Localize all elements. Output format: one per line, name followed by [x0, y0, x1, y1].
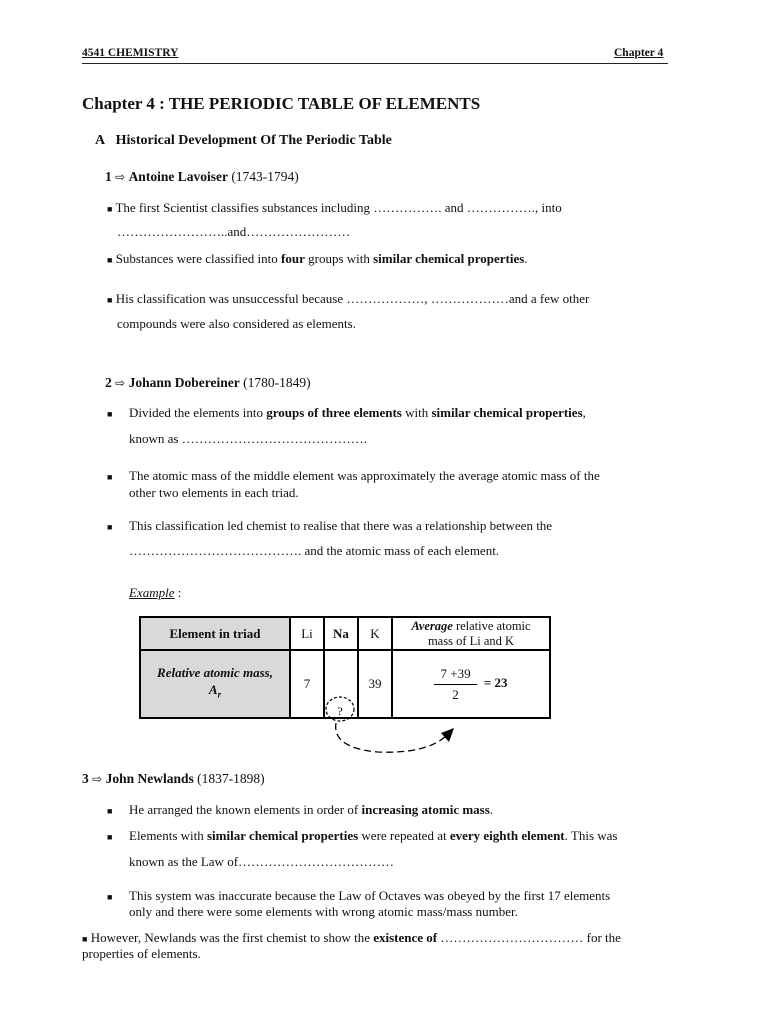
bullet-text: groups with: [304, 251, 374, 266]
unknown-mass-symbol: ?: [337, 704, 343, 718]
bullet-text: were repeated at: [358, 828, 450, 843]
bold-term: similar chemical properties: [207, 828, 359, 843]
square-bullet-icon: ■: [107, 409, 113, 419]
square-bullet-icon: ■: [107, 522, 113, 532]
scientist-heading-2: [105, 375, 311, 391]
table-cell: 39: [358, 650, 392, 718]
dashed-curve: [336, 723, 446, 752]
bullet-item: [107, 291, 589, 308]
square-bullet-icon: ■: [82, 934, 88, 944]
bullet-continuation: ……………………..and……………………: [117, 224, 351, 239]
right-arrow-icon: ⇨: [115, 376, 126, 390]
table-cell: 7: [290, 650, 324, 718]
bullet-continuation: known as the Law of………………………………: [129, 854, 395, 869]
scientist-number: 1: [105, 169, 112, 184]
square-bullet-icon: ■: [107, 295, 113, 305]
closing-text: However, Newlands was the first chemist to show the: [87, 930, 374, 945]
bullet-item: [107, 251, 528, 268]
average-result: = 23: [483, 674, 508, 690]
header-text: mass of Li and K: [427, 633, 515, 648]
table-header-cell: [392, 617, 550, 650]
bullet-text: .: [489, 802, 494, 817]
bullet-text: Elements with: [129, 828, 207, 843]
scientist-name: Johann Dobereiner: [128, 375, 240, 390]
table-header-cell: Element in triad: [140, 617, 290, 650]
square-bullet-icon: ■: [107, 806, 113, 816]
scientist-heading-3: [82, 771, 265, 787]
bold-term: increasing atomic mass: [361, 802, 490, 817]
bold-term: existence of: [373, 930, 438, 945]
bullet-text: This classification led chemist to realise that there was a relationship between the: [129, 518, 553, 533]
closing-text: …………………………… for the: [437, 930, 621, 945]
right-arrow-icon: ⇨: [115, 170, 126, 184]
bullet-text: Substances were classified into: [115, 251, 282, 266]
scientist-name: Antoine Lavoiser: [128, 169, 228, 184]
square-bullet-icon: ■: [107, 204, 113, 214]
bullet-text: The first Scientist classifies substances including ……………. and ……………., into: [115, 200, 562, 215]
row-label-subscript: r: [217, 689, 222, 700]
table-header-cell: Li: [290, 617, 324, 650]
fraction-denominator: 2: [452, 686, 459, 702]
bold-term: similar chemical properties: [431, 405, 583, 420]
bullet-item: [107, 828, 112, 845]
example-colon: :: [174, 585, 182, 600]
bullet-item: [107, 802, 112, 819]
square-bullet-icon: ■: [107, 892, 113, 902]
header-text: relative atomic: [455, 618, 531, 633]
table-row-label: [140, 650, 290, 718]
bullet-text: He arranged the known elements in order of: [129, 802, 362, 817]
bullet-text: . This was: [564, 828, 618, 843]
scientist-number: 3: [82, 771, 89, 786]
bold-term: four: [281, 251, 305, 266]
square-bullet-icon: ■: [107, 832, 113, 842]
scientist-heading-1: [105, 169, 299, 185]
bullet-continuation: known as …………………………………….: [129, 431, 367, 446]
page-title: Chapter 4 : THE PERIODIC TABLE OF ELEMENTS: [82, 94, 481, 113]
bullet-text: ,: [582, 405, 586, 420]
bullet-text: This system was inaccurate because the Law of Octaves was obeyed by the first 17 elements: [129, 888, 611, 903]
scientist-years: (1780-1849): [243, 375, 311, 390]
arrowhead-icon: [441, 728, 454, 742]
section-heading: [95, 133, 392, 149]
bullet-item: [107, 468, 112, 485]
bullet-text: Divided the elements into: [129, 405, 267, 420]
header-rule: [82, 63, 668, 64]
row-label-text: Relative atomic mass,: [157, 665, 273, 681]
bullet-text: with: [401, 405, 432, 420]
section-title: Historical Development Of The Periodic Table: [115, 133, 392, 148]
square-bullet-icon: ■: [107, 472, 113, 482]
fraction-numerator: 7 +39: [434, 666, 476, 685]
bullet-text: His classification was unsuccessful because ………………, ………………and a few other: [115, 291, 590, 306]
scientist-name: John Newlands: [105, 771, 194, 786]
bullet-continuation: compounds were also considered as elements.: [117, 316, 356, 331]
header-chapter: Chapter 4: [614, 47, 664, 59]
bullet-text: [129, 802, 493, 818]
scientist-years: (1837-1898): [197, 771, 265, 786]
bullet-continuation: …………………………………. and the atomic mass of each element.: [129, 543, 500, 558]
table-header-cell: K: [358, 617, 392, 650]
closing-continuation: properties of elements.: [82, 946, 201, 961]
bullet-continuation: other two elements in each triad.: [129, 485, 299, 500]
bold-term: every eighth element: [449, 828, 565, 843]
bullet-text: [129, 828, 618, 844]
row-label-symbol: A: [208, 682, 218, 698]
bold-term: similar chemical properties: [373, 251, 525, 266]
bullet-item: [107, 405, 112, 422]
scientist-number: 2: [105, 375, 112, 390]
example-label: [129, 585, 181, 601]
average-word: Average: [411, 618, 453, 633]
closing-statement: [82, 930, 621, 947]
bullet-text: .: [524, 251, 528, 266]
bullet-text: [129, 405, 586, 421]
square-bullet-icon: ■: [107, 255, 113, 265]
bullet-item: [107, 518, 112, 535]
header-subject: 4541 CHEMISTRY: [82, 47, 179, 59]
bullet-continuation: only and there were some elements with wrong atomic mass/mass number.: [129, 904, 518, 919]
bullet-text: The atomic mass of the middle element was approximately the average atomic mass of the: [129, 468, 600, 483]
table-header-cell: Na: [324, 617, 358, 650]
dashed-arrow-diagram: [318, 690, 468, 762]
bold-term: groups of three elements: [266, 405, 402, 420]
bullet-item: [107, 888, 112, 905]
table-row: [140, 617, 550, 650]
right-arrow-icon: ⇨: [92, 772, 103, 786]
bullet-item: [107, 200, 562, 217]
scientist-years: (1743-1794): [231, 169, 299, 184]
example-word: Example: [129, 585, 175, 600]
section-letter: A: [95, 133, 106, 148]
